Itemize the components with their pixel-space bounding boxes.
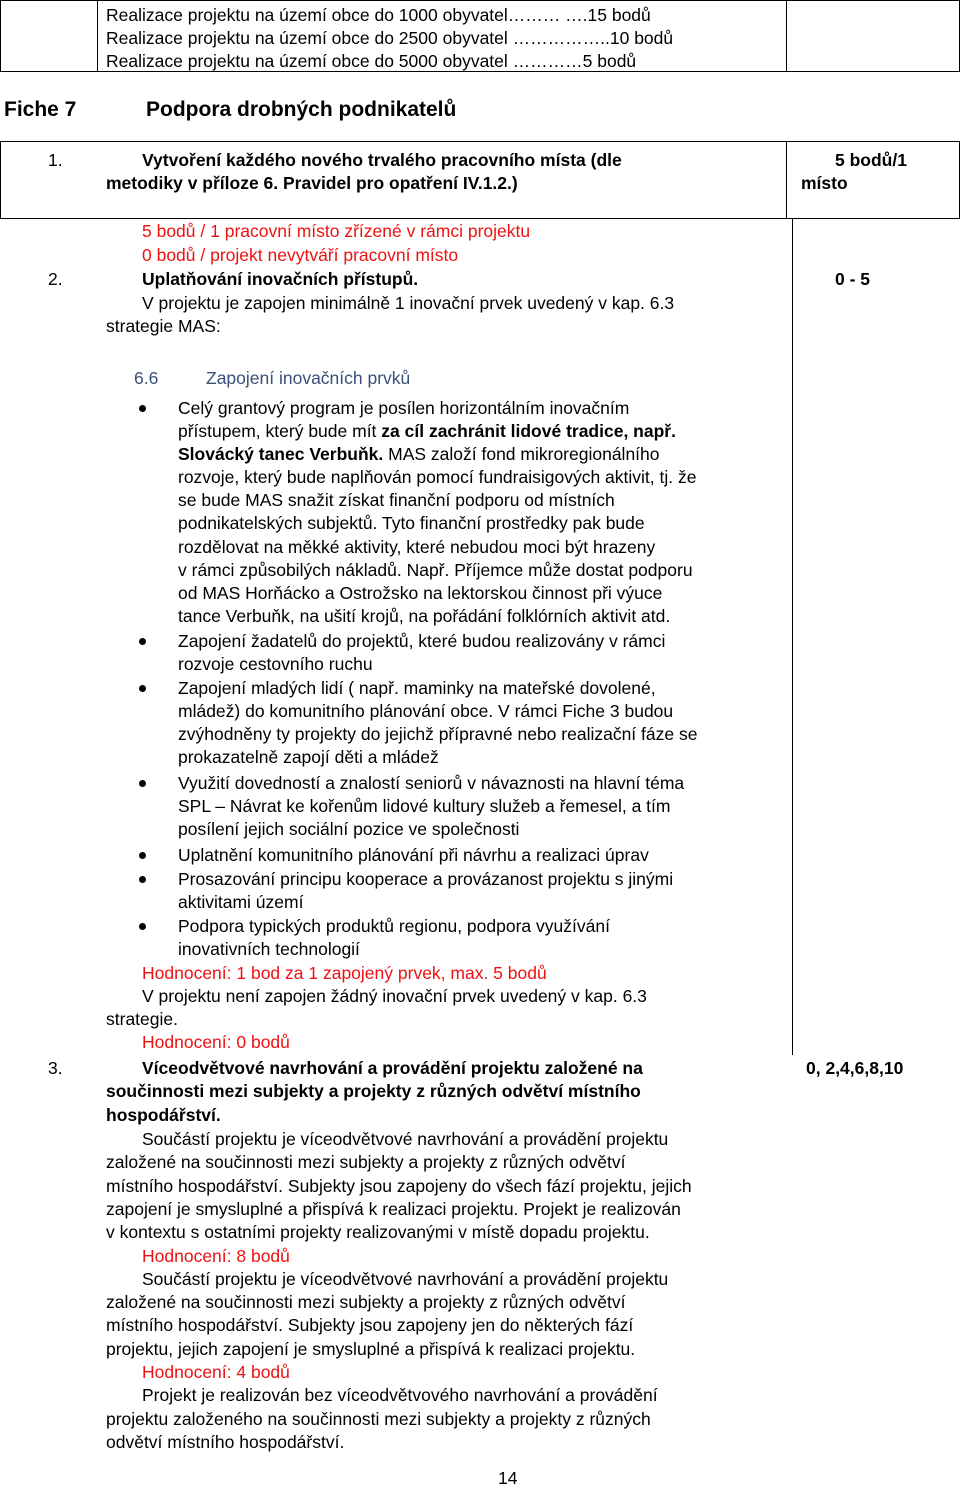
bullet-4-line: posílení jejich sociální pozice ve společnosti bbox=[178, 819, 520, 839]
criterion-2-intro-2: strategie MAS: bbox=[106, 316, 221, 336]
table-border bbox=[792, 218, 793, 1055]
top-row-2: Realizace projektu na území obce do 2500 obyvatel ……………..10 bodů bbox=[106, 28, 674, 48]
criterion-2-title: Uplatňování inovačních přístupů. bbox=[142, 269, 419, 289]
bullet-6-line: aktivitami území bbox=[178, 892, 304, 912]
bullet-3-line: Zapojení mladých lidí ( např. maminky na mateřské dovolené, bbox=[178, 678, 656, 698]
criterion-2-number: 2. bbox=[48, 269, 63, 289]
bullet-3-line: mládež) do komunitního plánování obce. V rámci Fiche 3 budou bbox=[178, 701, 674, 721]
table-border bbox=[786, 141, 787, 219]
criterion-3-option-2-line: projektu, jejich zapojení je smysluplné a přispívá k realizaci projektu. bbox=[106, 1339, 636, 1359]
bullet-7-line: Podpora typických produktů regionu, podpora využívání bbox=[178, 916, 610, 936]
criterion-3-number: 3. bbox=[48, 1058, 63, 1078]
table-border bbox=[0, 0, 1, 72]
table-border bbox=[786, 0, 787, 72]
section-title: Zapojení inovačních prvků bbox=[206, 368, 411, 388]
criterion-1-title-line2: metodiky v příloze 6. Pravidel pro opatření IV.1.2.) bbox=[106, 173, 518, 193]
page-number: 14 bbox=[498, 1468, 518, 1488]
bullet-1-line: rozvoje, který bude naplňován pomocí fundraisigových aktivit, tj. že bbox=[178, 467, 697, 487]
bullet-icon bbox=[139, 405, 146, 412]
criterion-2-none-1: V projektu není zapojen žádný inovační prvek uvedený v kap. 6.3 bbox=[142, 986, 647, 1006]
table-border bbox=[0, 141, 1, 219]
criterion-2-eval-max: Hodnocení: 1 bod za 1 zapojený prvek, max. 5 bodů bbox=[142, 963, 547, 983]
bullet-icon bbox=[139, 685, 146, 692]
criterion-3-title-line3: hospodářství. bbox=[106, 1105, 221, 1125]
table-border bbox=[97, 0, 98, 72]
bullet-1-line: rozdělovat na měkké aktivity, které nebudou moci být hrazeny bbox=[178, 537, 656, 557]
bullet-1-line: tance Verbuňk, na ušití krojů, na pořádání folklórních aktivit atd. bbox=[178, 606, 671, 626]
bullet-1-line: Celý grantový program je posílen horizontálním inovačním bbox=[178, 398, 630, 418]
table-border bbox=[0, 218, 960, 219]
bullet-icon bbox=[139, 780, 146, 787]
criterion-3-option-2-line: místního hospodářství. Subjekty jsou zapojeny jen do některých fází bbox=[106, 1315, 634, 1335]
bullet-icon bbox=[139, 876, 146, 883]
bullet-1-line: se bude MAS snažit získat finanční podporu od místních bbox=[178, 490, 615, 510]
criterion-3-option-1-line: v kontextu s ostatními projekty realizovanými v místě dopadu projektu. bbox=[106, 1222, 650, 1242]
bullet-4-line: Využití dovedností a znalostí seniorů v návaznosti na hlavní téma bbox=[178, 773, 685, 793]
bullet-1-line: Slovácký tanec Verbuňk. MAS založí fond mikroregionálního bbox=[178, 444, 660, 464]
criterion-3-option-2-line: založené na součinnosti mezi subjekty a projekty z různých odvětví bbox=[106, 1292, 626, 1312]
criterion-1-scoring-1: 5 bodů / 1 pracovní místo zřízené v rámci projektu bbox=[142, 221, 531, 241]
criterion-1-scoring-2: 0 bodů / projekt nevytváří pracovní místo bbox=[142, 245, 459, 265]
criterion-3-title-line1: Víceodvětvové navrhování a provádění projektu založené na bbox=[142, 1058, 643, 1078]
bullet-3-line: prokazatelně zapojí děti a mládež bbox=[178, 747, 439, 767]
fiche-title: Podpora drobných podnikatelů bbox=[146, 98, 457, 121]
bullet-7-line: inovativních technologií bbox=[178, 939, 360, 959]
table-border bbox=[0, 141, 960, 142]
criterion-3-option-1-line: Součástí projektu je víceodvětvové navrhování a provádění projektu bbox=[142, 1129, 669, 1149]
criterion-3-points: 0, 2,4,6,8,10 bbox=[806, 1058, 904, 1078]
bullet-icon bbox=[139, 923, 146, 930]
bullet-3-line: zvýhodněny ty projekty do jejichž přípravné nebo realizační fáze se bbox=[178, 724, 698, 744]
criterion-3-option-3-line: odvětví místního hospodářství. bbox=[106, 1432, 345, 1452]
criterion-3-option-1-line: založené na součinnosti mezi subjekty a projekty z různých odvětví bbox=[106, 1152, 626, 1172]
bullet-4-line: SPL – Návrat ke kořenům lidové kultury služeb a řemesel, a tím bbox=[178, 796, 671, 816]
criterion-2-points: 0 - 5 bbox=[835, 269, 871, 289]
criterion-3-option-3-line: projektu založeného na součinnosti mezi subjekty a projekty z různých bbox=[106, 1409, 651, 1429]
top-row-1: Realizace projektu na území obce do 1000 obyvatel……… ….15 bodů bbox=[106, 5, 651, 25]
criterion-3-eval-4: Hodnocení: 4 bodů bbox=[142, 1362, 290, 1382]
criterion-1-number: 1. bbox=[48, 150, 63, 170]
bullet-icon bbox=[139, 638, 146, 645]
criterion-2-intro-1: V projektu je zapojen minimálně 1 inovační prvek uvedený v kap. 6.3 bbox=[142, 293, 675, 313]
fiche-label: Fiche 7 bbox=[4, 98, 77, 121]
bullet-1-line: podnikatelských subjektů. Tyto finanční prostředky pak bude bbox=[178, 513, 645, 533]
bullet-2-line: rozvoje cestovního ruchu bbox=[178, 654, 373, 674]
bullet-6-line: Prosazování principu kooperace a provázanost projektu s jinými bbox=[178, 869, 674, 889]
criterion-1-title-line1: Vytvoření každého nového trvalého pracovního místa (dle bbox=[142, 150, 622, 170]
criterion-2-eval-zero: Hodnocení: 0 bodů bbox=[142, 1032, 290, 1052]
criterion-3-option-1-line: místního hospodářství. Subjekty jsou zapojeny do všech fází projektu, jejich bbox=[106, 1176, 692, 1196]
bullet-1-line: v rámci způsobilých nákladů. Např. Příjemce může dostat podporu bbox=[178, 560, 693, 580]
criterion-3-option-3-line: Projekt je realizován bez víceodvětvového navrhování a provádění bbox=[142, 1385, 658, 1405]
bullet-1-line: od MAS Horňácko a Ostrožsko na lektorskou činnost při výuce bbox=[178, 583, 663, 603]
criterion-3-option-2-line: Součástí projektu je víceodvětvové navrhování a provádění projektu bbox=[142, 1269, 669, 1289]
top-row-3: Realizace projektu na území obce do 5000 obyvatel …………5 bodů bbox=[106, 51, 637, 71]
criterion-3-title-line2: součinnosti mezi subjekty a projekty z různých odvětví místního bbox=[106, 1081, 641, 1101]
bullet-2-line: Zapojení žadatelů do projektů, které budou realizovány v rámci bbox=[178, 631, 666, 651]
criterion-1-points-unit: místo bbox=[801, 173, 848, 193]
table-border-top bbox=[0, 0, 960, 1]
bullet-1-line: přístupem, který bude mít za cíl zachránit lidové tradice, např. bbox=[178, 421, 676, 441]
bullet-icon bbox=[139, 852, 146, 859]
criterion-1-points: 5 bodů/1 bbox=[835, 150, 907, 170]
bullet-5-line: Uplatnění komunitního plánování při návrhu a realizaci úprav bbox=[178, 845, 649, 865]
criterion-3-eval-8: Hodnocení: 8 bodů bbox=[142, 1246, 290, 1266]
criterion-2-none-2: strategie. bbox=[106, 1009, 178, 1029]
section-number: 6.6 bbox=[134, 368, 159, 388]
criterion-3-option-1-line: zapojení je smysluplné a přispívá k realizaci projektu. Projekt je realizován bbox=[106, 1199, 681, 1219]
